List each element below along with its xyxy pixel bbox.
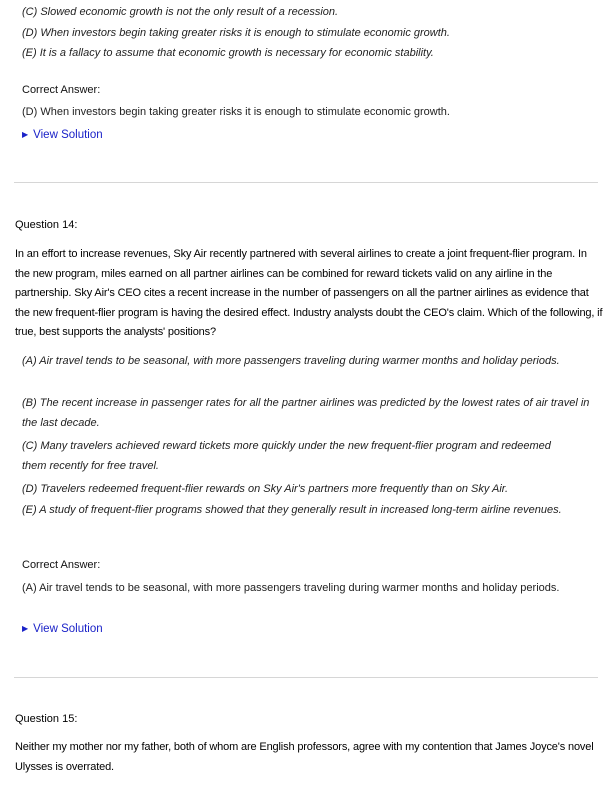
view-solution-label: View Solution (33, 623, 103, 635)
prev-option-e: (E) It is a fallacy to assume that economic growth is necessary for economic stability. (22, 47, 434, 59)
prev-option-c: (C) Slowed economic growth is not the only result of a recession. (22, 6, 339, 18)
expand-triangle-icon: ▶ (22, 130, 29, 139)
expand-triangle-icon: ▶ (22, 624, 29, 633)
divider (14, 677, 598, 678)
q14-view-solution-button[interactable] (22, 621, 103, 637)
question-15-body: Neither my mother nor my father, both of whom are English professors, agree with my contention that James Joyce's novel Ulysses is overrated. (15, 741, 594, 773)
prev-view-solution-button[interactable] (22, 127, 103, 143)
prev-correct-answer-label: Correct Answer: (22, 84, 101, 96)
q14-option-c: (C) Many travelers achieved reward tickets more quickly under the new frequent-flier program and redeemed them recently for free travel. (22, 440, 551, 472)
prev-option-d: (D) When investors begin taking greater risks it is enough to stimulate economic growth. (22, 27, 450, 39)
q14-option-d: (D) Travelers redeemed frequent-flier rewards on Sky Air's partners more frequently than on Sky Air. (22, 483, 509, 495)
view-solution-label: View Solution (33, 129, 103, 141)
q14-correct-answer: (A) Air travel tends to be seasonal, with more passengers traveling during warmer months and holiday periods. (22, 582, 560, 594)
q14-option-e: (E) A study of frequent-flier programs showed that they generally result in increased long-term airline revenues. (22, 504, 562, 516)
q14-option-a: (A) Air travel tends to be seasonal, with more passengers traveling during warmer months and holiday periods. (22, 355, 560, 367)
question-15-title: Question 15: (15, 713, 78, 725)
prev-correct-answer: (D) When investors begin taking greater risks it is enough to stimulate economic growth. (22, 106, 450, 118)
divider (14, 182, 598, 183)
question-14-title: Question 14: (15, 219, 78, 231)
q14-correct-answer-label: Correct Answer: (22, 559, 101, 571)
question-14-body: In an effort to increase revenues, Sky Air recently partnered with several airlines to create a joint frequent-flier program. In the new program, miles earned on all partner airlines can be combined for reward tickets valid on any airline in the partnership. Sky Air's CEO cites a recent increase in the number of passengers on all the partner airlines as evidence that the new frequent-flier program is having the desired effect. Industry analysts doubt the CEO's claim. Which of the following, if true, best supports the analysts' positions? (15, 248, 603, 339)
q14-option-b: (B) The recent increase in passenger rates for all the partner airlines was predicted by the lowest rates of air travel in the last decade. (22, 397, 590, 429)
